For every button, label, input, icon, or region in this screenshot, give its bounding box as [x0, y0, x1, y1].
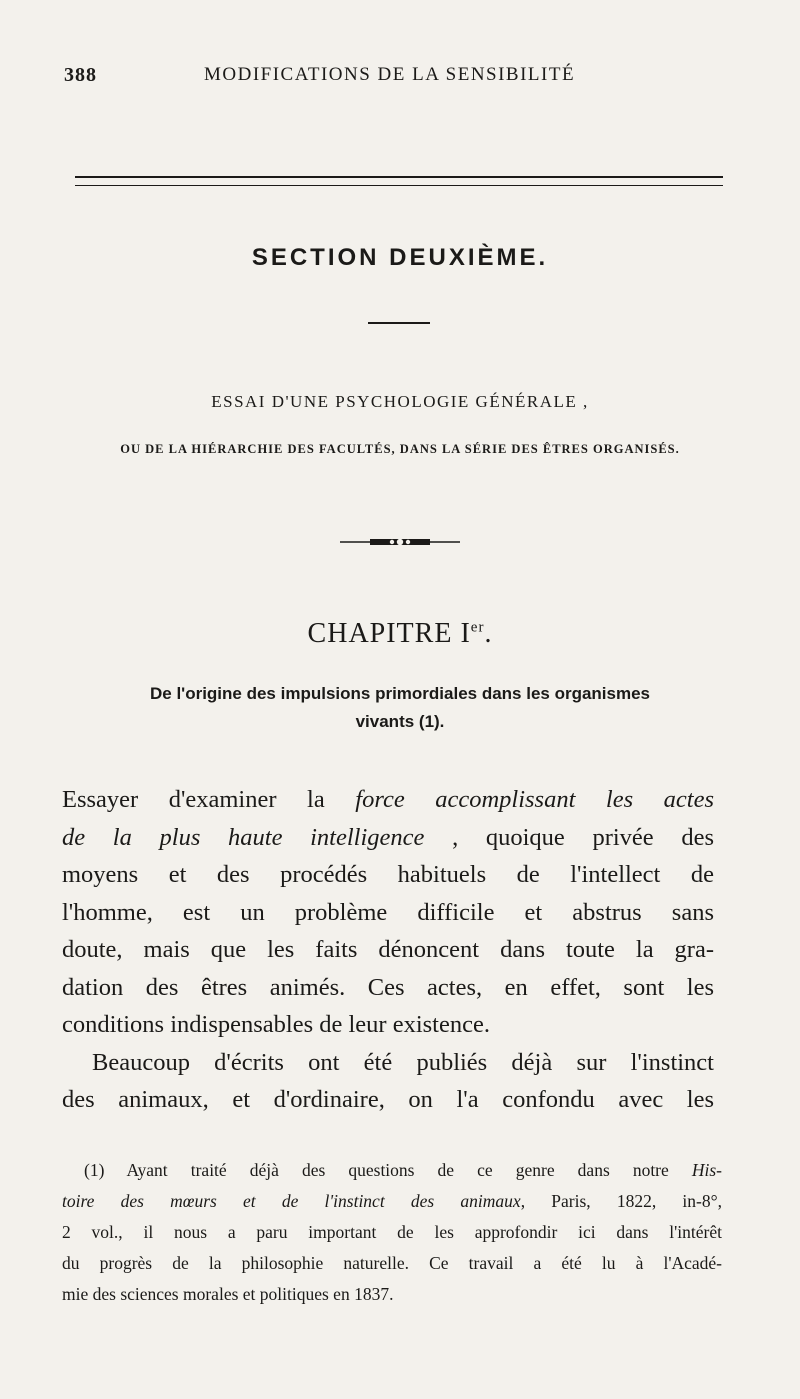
paragraph — [62, 781, 714, 1044]
text-line: conditions indispensables de leur existence. — [62, 1011, 490, 1038]
chapter-title-text: CHAPITRE I — [307, 618, 471, 649]
chapter-subtitle — [66, 680, 734, 736]
chapter-subtitle-line: vivants (1). — [355, 712, 445, 731]
text-line: Beaucoup d'écrits ont été publiés déjà sur l'instinct — [92, 1048, 714, 1076]
chapter-title — [0, 618, 800, 650]
section-title: SECTION DEUXIÈME. — [251, 244, 549, 271]
running-title: MODIFICATIONS DE LA SENSIBILITÉ — [204, 64, 576, 85]
body-text — [62, 781, 714, 1119]
double-rule-divider — [75, 176, 723, 186]
text-line: des animaux, et d'ordinaire, on l'a confondu avec les — [62, 1086, 714, 1113]
running-head — [64, 64, 724, 94]
footnote — [62, 1155, 722, 1310]
footnote-line: toire des mœurs et de l'instinct des animaux, Paris, 1822, in-8°, — [62, 1191, 722, 1211]
chapter-title-end: . — [484, 618, 493, 649]
footnote-line: du progrès de la philosophie naturelle. Ce travail a été lu à l'Acadé- — [62, 1253, 722, 1273]
text-line: dation des êtres animés. Ces actes, en effet, sont les — [62, 973, 714, 1001]
chapter-title-sup: er — [470, 619, 485, 636]
essay-title: ESSAI D'UNE PSYCHOLOGIE GÉNÉRALE , — [211, 392, 589, 411]
text-line: de la plus haute intelligence , quoique privée des — [62, 823, 714, 851]
footnote-line: (1) Ayant traité déjà des questions de ce genre dans notre His- — [84, 1160, 722, 1180]
text-line: moyens et des procédés habituels de l'intellect de — [62, 861, 714, 888]
paragraph — [62, 1044, 714, 1119]
text-line: doute, mais que les faits dénoncent dans toute la gra- — [62, 936, 714, 963]
chapter-subtitle-line: De l'origine des impulsions primordiales dans les organismes — [149, 684, 651, 703]
footnote-line: 2 vol., il nous a paru important de les approfondir ici dans l'intérêt — [62, 1222, 722, 1242]
ornament-divider — [340, 536, 460, 548]
essay-subtitle: OU DE LA HIÉRARCHIE DES FACULTÉS, DANS LA SÉRIE DES ÊTRES ORGANISÉS. — [120, 442, 680, 456]
text-line: l'homme, est un problème difficile et abstrus sans — [62, 898, 714, 926]
page-number: 388 — [64, 64, 97, 86]
text-line: Essayer d'examiner la force accomplissant les actes — [62, 786, 715, 813]
footnote-line: mie des sciences morales et politiques en 1837. — [62, 1284, 394, 1304]
short-rule-divider — [368, 322, 430, 324]
